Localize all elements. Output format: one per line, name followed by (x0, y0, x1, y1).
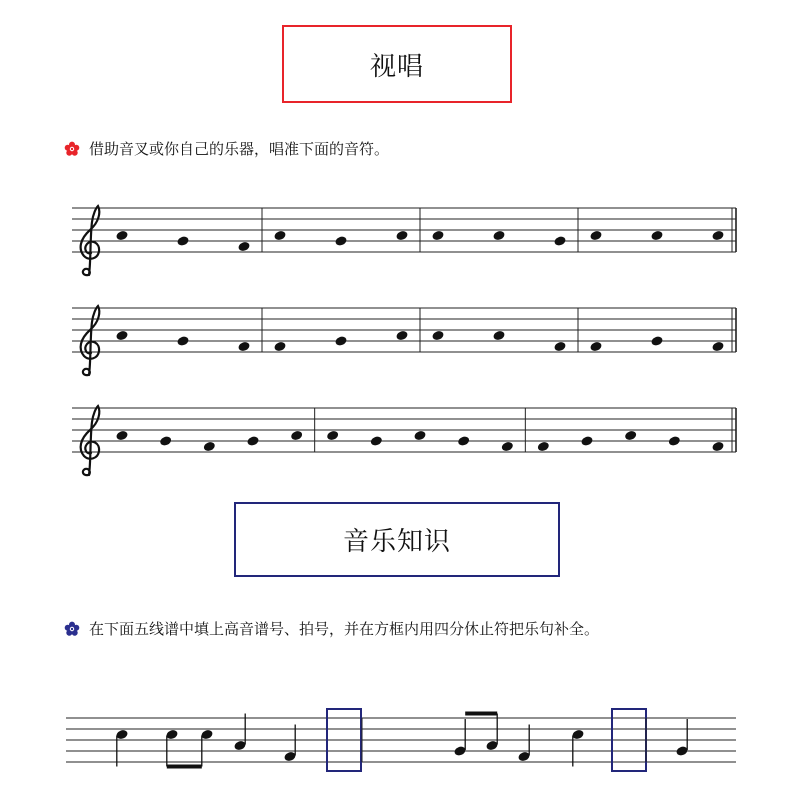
note-head (457, 435, 470, 447)
staff-line-2 (0, 280, 800, 380)
note-head (273, 341, 286, 353)
note-head (334, 235, 347, 247)
note-head (711, 341, 724, 353)
note-head (650, 230, 663, 242)
sight-singing-title-box (282, 25, 512, 103)
note-head (501, 441, 514, 453)
note-head (115, 230, 128, 242)
note-head (395, 230, 408, 242)
note-head (650, 335, 663, 347)
note-head (246, 435, 259, 447)
note-head (203, 441, 216, 453)
note-head (413, 430, 426, 442)
sight-singing-title: 视唱 (369, 51, 424, 82)
note-head (334, 335, 347, 347)
note-head (492, 330, 505, 342)
note-head (431, 330, 444, 342)
instruction-text: 借助音叉或你自己的乐器，唱准下面的音符。 (89, 140, 390, 158)
note-head (176, 235, 189, 247)
staff-line-1 (0, 180, 800, 280)
note-head (237, 241, 250, 253)
note-head (290, 430, 303, 442)
note-head (624, 430, 637, 442)
exercise-staff (0, 690, 800, 800)
note-head (237, 341, 250, 353)
note-head (273, 230, 286, 242)
sight-singing-instruction (64, 138, 389, 159)
note-head (115, 330, 128, 342)
note-head (370, 435, 383, 447)
blue-flower-icon (64, 621, 80, 637)
note-head (159, 435, 172, 447)
music-theory-title: 音乐知识 (342, 527, 451, 557)
note-head (711, 441, 724, 453)
note-head (326, 430, 339, 442)
note-head (115, 430, 128, 442)
note-head (553, 341, 566, 353)
note-head (580, 435, 593, 447)
note-head (711, 230, 724, 242)
note-head (537, 441, 550, 453)
note-head (395, 330, 408, 342)
staff-line-3 (0, 380, 800, 480)
note-head (492, 230, 505, 242)
music-theory-instruction (64, 618, 599, 639)
instruction-text: 在下面五线谱中填上高音谱号、拍号，并在方框内用四分休止符把乐句补全。 (89, 620, 600, 638)
note-head (553, 235, 566, 247)
note-head (589, 230, 602, 242)
red-flower-icon (64, 141, 80, 157)
note-head (668, 435, 681, 447)
note-head (589, 341, 602, 353)
note-head (431, 230, 444, 242)
music-theory-title-box (234, 502, 560, 577)
note-head (176, 335, 189, 347)
